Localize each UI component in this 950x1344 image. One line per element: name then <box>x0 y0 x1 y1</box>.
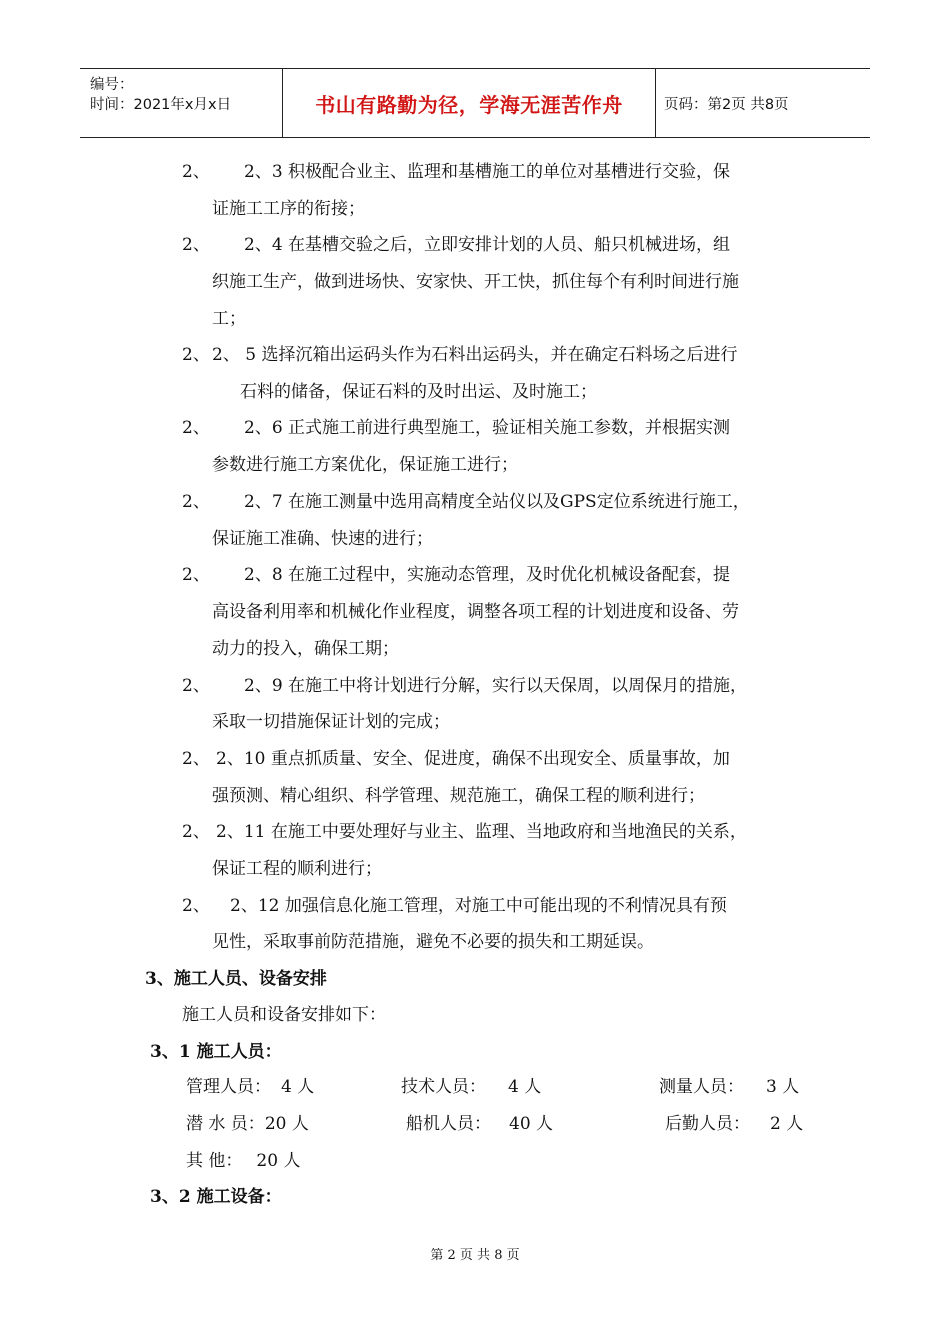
section-heading: 3、施工人员、设备安排 <box>145 969 327 989</box>
staff-count: 20 人 <box>264 1114 309 1134</box>
subsection-heading: 3、2 施工设备： <box>150 1187 282 1207</box>
measure-line: 织施工生产，做到进场快、安家快、开工快，抓住每个有利时间进行施 <box>212 272 739 292</box>
staff-count: 2 人 <box>770 1114 804 1134</box>
measure-line: 2、4 在基槽交验之后，立即安排计划的人员、船只机械进场，组 <box>244 235 731 255</box>
item-prefix: 2、 <box>182 565 210 585</box>
measure-line: 2、9 在施工中将计划进行分解，实行以天保周，以周保月的措施， <box>244 676 748 696</box>
staff-label: 潜 水 员： <box>186 1114 265 1134</box>
staff-label: 船机人员： <box>406 1114 491 1134</box>
staff-entry <box>186 1114 309 1134</box>
staff-entry <box>659 1077 799 1097</box>
measure-line: 采取一切措施保证计划的完成； <box>212 712 450 732</box>
measure-line: 2、6 正式施工前进行典型施工，验证相关施工参数，并根据实测 <box>244 418 731 438</box>
header-meta <box>80 69 282 137</box>
measure-line: 保证工程的顺利进行； <box>212 859 382 879</box>
number-label: 编号： <box>90 77 134 93</box>
page-footer: 第 2 页 共 8 页 <box>430 1248 520 1263</box>
item-prefix: 2、 <box>182 345 210 365</box>
measure-line: 动力的投入，确保工期； <box>212 639 399 659</box>
staff-count: 40 人 <box>509 1114 554 1134</box>
measure-line: 强预测、精心组织、科学管理、规范施工，确保工程的顺利进行； <box>212 786 705 806</box>
measure-line: 保证施工准确、快速的进行； <box>212 529 433 549</box>
section-intro: 施工人员和设备安排如下： <box>182 1005 386 1025</box>
item-prefix: 2、 <box>182 235 210 255</box>
measure-line: 2、11 在施工中要处理好与业主、监理、当地政府和当地渔民的关系， <box>216 822 747 842</box>
measure-line: 见性，采取事前防范措施，避免不必要的损失和工期延误。 <box>212 932 654 952</box>
measure-line: 2、3 积极配合业主、监理和基槽施工的单位对基槽进行交验，保 <box>244 162 731 182</box>
item-prefix: 2、 <box>182 418 210 438</box>
measure-line: 高设备利用率和机械化作业程度，调整各项工程的计划进度和设备、劳 <box>212 602 739 622</box>
staff-entry <box>186 1077 314 1097</box>
item-prefix: 2、 <box>182 822 210 842</box>
measure-line: 工； <box>212 309 246 329</box>
item-prefix: 2、 <box>182 492 210 512</box>
header-motto: 书山有路勤为径，学海无涯苦作舟 <box>315 92 623 117</box>
item-prefix: 2、 <box>182 896 210 916</box>
subsection-heading: 3、1 施工人员： <box>150 1042 282 1062</box>
time-label: 时间：2021年x月x日 <box>90 97 232 113</box>
staff-count: 4 人 <box>508 1077 542 1097</box>
staff-entry <box>665 1114 803 1134</box>
staff-label: 后勤人员： <box>665 1114 750 1134</box>
staff-label: 测量人员： <box>659 1077 744 1097</box>
item-prefix: 2、 <box>182 749 210 769</box>
header-page-info: 页码：第2页 共8页 <box>664 96 789 113</box>
item-prefix: 2、 <box>182 162 210 182</box>
staff-label: 技术人员： <box>401 1077 486 1097</box>
staff-entry <box>186 1151 300 1171</box>
measure-line: 证施工工序的衔接； <box>212 199 365 219</box>
item-prefix: 2、 <box>182 676 210 696</box>
header-divider <box>655 69 656 137</box>
staff-entry <box>406 1114 553 1134</box>
staff-label: 管理人员： <box>186 1077 271 1097</box>
measure-line: 2、12 加强信息化施工管理，对施工中可能出现的不利情况具有预 <box>230 896 727 916</box>
staff-label: 其 他： <box>186 1151 243 1171</box>
staff-entry <box>401 1077 541 1097</box>
measure-line: 2、10 重点抓质量、安全、促进度，确保不出现安全、质量事故，加 <box>216 749 730 769</box>
measure-line: 2、7 在施工测量中选用高精度全站仪以及GPS定位系统进行施工， <box>244 492 750 512</box>
staff-count: 3 人 <box>766 1077 800 1097</box>
staff-count: 4 人 <box>281 1077 315 1097</box>
measure-line: 石料的储备，保证石料的及时出运、及时施工； <box>240 382 597 402</box>
measure-line: 2、 5 选择沉箱出运码头作为石料出运码头，并在确定石料场之后进行 <box>212 345 738 365</box>
staff-count: 20 人 <box>256 1151 301 1171</box>
page-header <box>80 68 870 138</box>
measure-line: 参数进行施工方案优化，保证施工进行； <box>212 455 518 475</box>
measure-line: 2、8 在施工过程中，实施动态管理，及时优化机械设备配套，提 <box>244 565 731 585</box>
